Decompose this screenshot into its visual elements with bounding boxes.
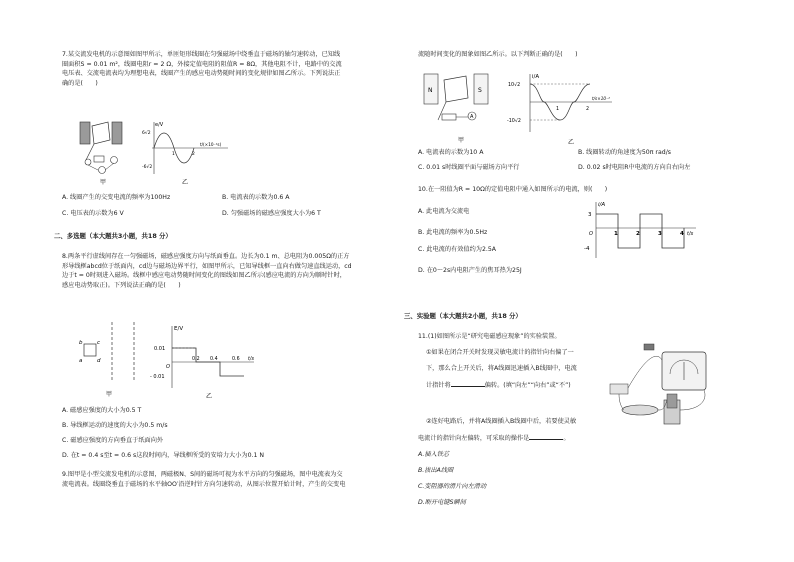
q9-option-d: D. 0.02 s时电阻R中电流的方向自右向左: [578, 164, 691, 171]
frame-corner-a: a: [79, 358, 83, 364]
q10-option-c: C. 此电流的有效值约为2.5A: [418, 246, 497, 253]
q10-option-d: D. 在0～2s内电阻产生的焦耳热为25J: [418, 267, 522, 274]
slip-ring: [85, 159, 91, 165]
q8-frame-figure: [74, 320, 154, 400]
answer-blank-1[interactable]: [451, 380, 485, 387]
q11-choice-a: A.插入铁芯: [418, 451, 450, 458]
q9-generator-figure: [420, 68, 504, 146]
q9-stem-continued: 流随时间变化的图象如图乙所示。以下判断正确的是( ): [418, 51, 578, 58]
q8-emf-graph: [152, 322, 264, 402]
q7-stem: 7.某交流发电机的示意图如图甲所示，单匝矩形线圈在匀强磁场中绕垂直于磁场的轴匀速转动，已知线 圈面积S = 0.01 m²，线圈电阻r = 2 Ω，外接定值电阻的阻值R = 8Ω，其他电阻不计，电路中的交流 电压表、交流电流表均为理想电表，线圈产生的感应电动势随时间的变化规律如图乙所示。下列说法正 确的是( ): [62, 51, 342, 87]
q7-fig-right-caption: 乙: [182, 179, 189, 186]
q8-stem: 8.两条平行虚线间存在一匀强磁场，磁感应强度方向与纸面垂直。边长为0.1 m、总电阻为0.005Ω的正方 形导线框abcd位于纸面内，cd边与磁场边界平行，如图甲所示，已知导线框一直向右做匀速直线运动，cd 边于t = 0时刻进入磁场。线框中感应电动势随时间变化的图线如图乙所示(感应电流的方向为顺时针时， 感应电动势取正)。下列说法正确的是( ): [62, 253, 352, 289]
q7-graph-ymax: 6√2: [142, 131, 151, 136]
q9-option-b: B. 线圈转动的角速度为50π rad/s: [578, 149, 672, 156]
q8-option-a: A. 磁感应强度的大小为0.5 T: [62, 407, 142, 414]
q8-graph-tick: 0.4: [210, 357, 218, 362]
q8-option-c: C. 磁感应强度的方向垂直于纸面向外: [62, 437, 164, 444]
q8-fig-right-caption: 乙: [206, 393, 213, 400]
q7-option-d: D. 匀强磁场的磁感应强度大小为6 T: [222, 210, 321, 217]
q9-fig-right-caption: 乙: [568, 139, 575, 146]
q10-graph-tick: 3: [658, 231, 662, 237]
answer-blank-2[interactable]: [529, 433, 563, 440]
q7-graph-xlabel: t/(×10⁻²s): [200, 142, 222, 147]
q7-graph-tick-1: 1: [172, 152, 175, 157]
q10-current-graph: [572, 200, 702, 262]
q11-part2-line2: 电流计的指针向左偏转，可采取的操作是 。: [418, 435, 570, 442]
coil-a-icon: [667, 394, 677, 408]
q9-graph-tick-1: 1: [556, 107, 560, 112]
q11-choice-d: D.断开电键S瞬间: [418, 499, 466, 506]
switch-icon: [610, 384, 628, 394]
q7-option-b: B. 电流表的示数为0.6 A: [222, 194, 290, 201]
q7-graph-ylabel: e/V: [155, 122, 164, 128]
voltmeter-icon: [99, 167, 106, 174]
q10-graph-ytop: 3: [588, 212, 592, 218]
wire: [619, 394, 624, 410]
q11-part1-line3: 计指针将 偏转。(填“向左”“向右”或“不”): [426, 382, 571, 389]
q9-fig-left-caption: 甲: [458, 137, 465, 144]
q9-option-a: A. 电流表的示数为10 A: [418, 149, 484, 156]
resistor-r: [442, 114, 456, 120]
q7-fig-left-caption: 甲: [100, 179, 107, 186]
q7-emf-graph: [142, 120, 234, 188]
q8-option-d: D. 在t = 0.4 s至t = 0.6 s这段时间内，导线框所受的安培力大小为0.1 N: [62, 452, 265, 459]
frame-corner-d: d: [97, 358, 101, 364]
q9-current-graph: [508, 70, 618, 148]
pole-s-letter: S: [478, 87, 482, 94]
magnet-pole-n: [80, 122, 90, 144]
q8-graph-xlabel: t/s: [248, 357, 254, 362]
q8-option-b: B. 导线框运动的速度的大小为0.5 m/s: [62, 422, 168, 429]
q10-option-a: A. 此电流为交流电: [418, 208, 470, 215]
axle-line: [86, 144, 94, 160]
q8-graph-ytop: 0.01: [154, 346, 166, 352]
q9-graph-tick-2: 2: [586, 107, 590, 112]
wire: [628, 356, 662, 388]
square-frame: [84, 344, 96, 356]
section-2-title: 二、多选题（本大题共3小题，共18 分）: [54, 232, 172, 240]
q10-graph-xlabel: t/s: [687, 231, 694, 237]
pole-n-letter: N: [428, 87, 433, 94]
q8-graph-ylabel: E/V: [174, 326, 184, 332]
wire: [680, 390, 705, 410]
q9-option-c: C. 0.01 s时线圈平面与磁场方向平行: [418, 164, 520, 171]
q8-graph-origin: O: [166, 364, 170, 370]
q7-graph-tick-2: 2: [192, 152, 195, 157]
q9-graph-xlabel: t/s×10⁻²: [592, 96, 610, 101]
q7-option-c: C. 电压表的示数为6 V: [62, 210, 124, 217]
q7-option-a: A. 线圈产生的交变电流的频率为100Hz: [62, 194, 171, 201]
q10-graph-tick: 1: [614, 231, 618, 237]
q11-apparatus-figure: [604, 340, 724, 432]
q11-part1-line2: 下，那么合上开关后，将A线圈迅速插入B线圈中，电流: [426, 365, 577, 372]
q11-choice-c: C.变阻器的滑片向左滑动: [418, 483, 487, 490]
q10-graph-tick: 2: [636, 231, 640, 237]
square-wave: [596, 214, 684, 248]
q8-fig-left-caption: 甲: [106, 391, 113, 398]
ammeter-icon: [111, 157, 118, 164]
q11-choice-b: B.拔出A线圈: [418, 467, 454, 474]
wire: [88, 165, 98, 170]
rheostat-icon: [622, 405, 658, 415]
coil-loop: [92, 122, 110, 144]
q10-graph-origin: O: [589, 231, 593, 237]
coil-loop: [444, 76, 468, 102]
q8-graph-ybot: - 0.01: [150, 374, 165, 380]
battery-icon: [644, 344, 654, 350]
q7-graph-ymin: -6√2: [142, 165, 153, 170]
wire: [105, 163, 114, 170]
q11-part1-line1: ①如果在闭合开关时发现灵敏电流计的指针向右偏了一: [426, 349, 574, 356]
q10-graph-ylabel: i/A: [598, 202, 606, 208]
q8-graph-tick: 0.2: [192, 357, 200, 362]
q11-intro: 11.(1)如图所示是“研究电磁感应现象”的实验装置。: [418, 333, 561, 340]
resistor-r: [94, 156, 104, 162]
q10-graph-tick: 4: [680, 231, 684, 237]
q7-generator-figure: [74, 116, 136, 186]
magnet-pole-s: [112, 122, 122, 144]
q9-stem: 9.图甲是小型交流发电机的示意图，两磁极N、S间的磁场可视为水平方向的匀强磁场，图中电流表为交 流电流表。线圈绕垂直于磁场的水平轴OO′沿逆时针方向匀速转动，从图示位置开始计时，产生的交变电: [62, 471, 346, 488]
q9-graph-ylabel: i/A: [532, 74, 540, 80]
frame-corner-b: b: [79, 340, 83, 346]
frame-corner-c: c: [97, 340, 101, 346]
ammeter-letter: A: [470, 114, 474, 120]
q10-option-b: B. 此电流的频率为0.5Hz: [418, 229, 488, 236]
q11-part2-line1: ②连好电路后，并将A线圈插入B线圈中后，若要使灵敏: [426, 418, 577, 425]
q9-graph-ymin: -10√2: [507, 119, 521, 124]
q9-graph-ymax: 10√2: [508, 83, 521, 88]
q10-graph-ybot: -4: [584, 246, 590, 252]
section-3-title: 三、实验题（本大题共2小题，共18 分）: [404, 312, 522, 320]
q8-graph-tick: 0.6: [232, 357, 240, 362]
q10-stem: 10.在一阻值为R = 10Ω的定值电阻中通入如图所示的电流，则( ): [418, 186, 608, 193]
